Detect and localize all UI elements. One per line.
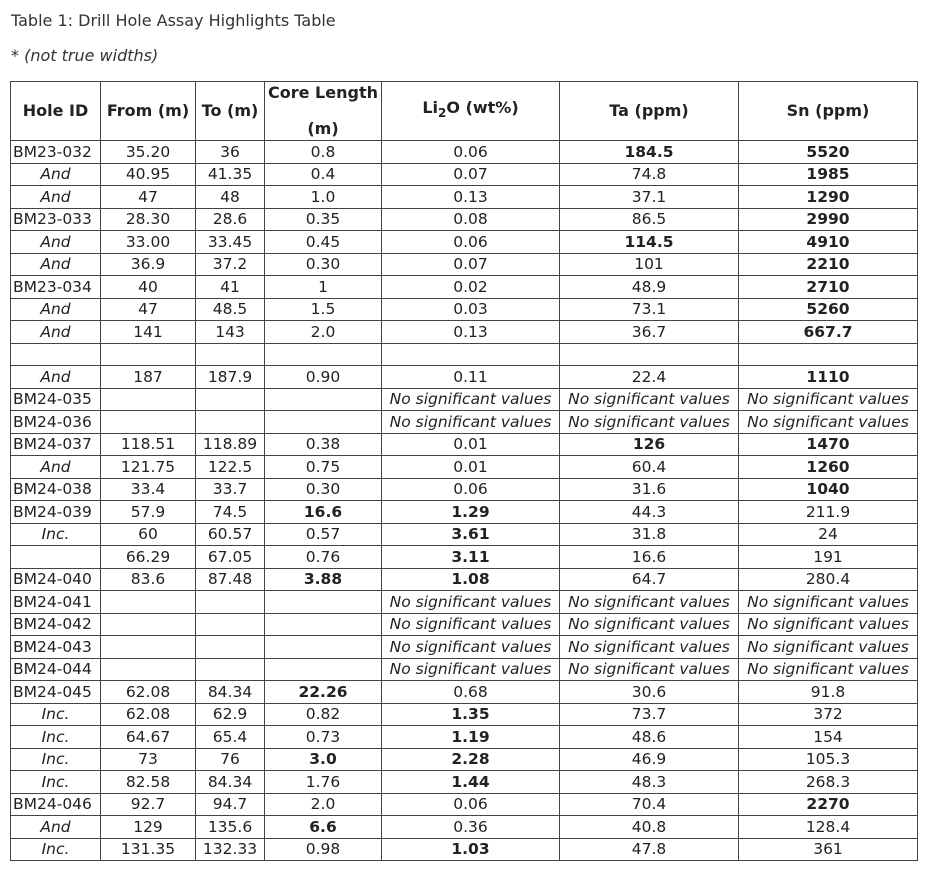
table-row — [11, 838, 918, 861]
cell-sn — [739, 343, 918, 366]
cell-li2o: No significant values — [382, 613, 560, 636]
table-row — [11, 298, 918, 321]
cell-ta — [560, 343, 739, 366]
cell-hole-id: BM24-035 — [11, 388, 101, 411]
cell-li2o: 0.68 — [382, 681, 560, 704]
cell-from — [101, 636, 196, 659]
cell-ta: 40.8 — [560, 816, 739, 839]
table-row — [11, 186, 918, 209]
cell-sn: 5260 — [739, 298, 918, 321]
cell-to: 74.5 — [196, 501, 265, 524]
cell-to — [196, 388, 265, 411]
cell-core-length: 16.6 — [265, 501, 382, 524]
table-body — [11, 141, 918, 861]
table-row — [11, 231, 918, 254]
cell-to: 33.7 — [196, 478, 265, 501]
cell-sn: 2210 — [739, 253, 918, 276]
cell-sn: 91.8 — [739, 681, 918, 704]
header-core-length-line2: (m) — [307, 119, 339, 138]
cell-hole-id: And — [11, 816, 101, 839]
cell-from — [101, 658, 196, 681]
cell-li2o: No significant values — [382, 658, 560, 681]
cell-li2o: 2.28 — [382, 748, 560, 771]
cell-hole-id — [11, 546, 101, 569]
table-row — [11, 771, 918, 794]
cell-ta: 48.6 — [560, 726, 739, 749]
cell-to: 60.57 — [196, 523, 265, 546]
cell-to: 62.9 — [196, 703, 265, 726]
cell-hole-id: BM24-039 — [11, 501, 101, 524]
cell-ta: 36.7 — [560, 321, 739, 344]
cell-core-length: 0.57 — [265, 523, 382, 546]
cell-sn: 1110 — [739, 366, 918, 389]
cell-sn: 1260 — [739, 456, 918, 479]
table-row — [11, 636, 918, 659]
cell-from: 129 — [101, 816, 196, 839]
cell-ta: 16.6 — [560, 546, 739, 569]
cell-hole-id — [11, 343, 101, 366]
cell-from: 82.58 — [101, 771, 196, 794]
table-row — [11, 276, 918, 299]
cell-to: 135.6 — [196, 816, 265, 839]
cell-li2o: 0.02 — [382, 276, 560, 299]
header-row — [11, 82, 918, 141]
table-row — [11, 703, 918, 726]
cell-from: 73 — [101, 748, 196, 771]
cell-from: 57.9 — [101, 501, 196, 524]
cell-core-length: 0.73 — [265, 726, 382, 749]
cell-hole-id: Inc. — [11, 771, 101, 794]
cell-li2o: 1.03 — [382, 838, 560, 861]
cell-ta: 73.7 — [560, 703, 739, 726]
cell-hole-id: And — [11, 163, 101, 186]
cell-from — [101, 388, 196, 411]
cell-from: 47 — [101, 298, 196, 321]
cell-from: 121.75 — [101, 456, 196, 479]
cell-hole-id: BM24-043 — [11, 636, 101, 659]
cell-to — [196, 636, 265, 659]
table-row — [11, 793, 918, 816]
cell-to: 33.45 — [196, 231, 265, 254]
cell-sn: 2710 — [739, 276, 918, 299]
cell-hole-id: BM24-042 — [11, 613, 101, 636]
cell-core-length: 3.88 — [265, 568, 382, 591]
cell-hole-id: BM23-033 — [11, 208, 101, 231]
cell-core-length — [265, 613, 382, 636]
cell-hole-id: BM24-040 — [11, 568, 101, 591]
cell-core-length: 0.30 — [265, 253, 382, 276]
cell-to: 41.35 — [196, 163, 265, 186]
cell-li2o: 0.13 — [382, 321, 560, 344]
cell-to: 118.89 — [196, 433, 265, 456]
cell-sn: 4910 — [739, 231, 918, 254]
cell-from: 62.08 — [101, 681, 196, 704]
cell-hole-id: Inc. — [11, 748, 101, 771]
cell-sn: 2270 — [739, 793, 918, 816]
cell-li2o — [382, 343, 560, 366]
cell-li2o: 0.01 — [382, 456, 560, 479]
cell-hole-id: Inc. — [11, 726, 101, 749]
cell-sn: No significant values — [739, 388, 918, 411]
cell-ta: 184.5 — [560, 141, 739, 164]
table-row — [11, 343, 918, 366]
cell-core-length — [265, 658, 382, 681]
cell-hole-id: And — [11, 456, 101, 479]
cell-hole-id: And — [11, 186, 101, 209]
cell-from: 40 — [101, 276, 196, 299]
cell-to — [196, 411, 265, 434]
cell-ta: 101 — [560, 253, 739, 276]
cell-from: 36.9 — [101, 253, 196, 276]
cell-from: 40.95 — [101, 163, 196, 186]
cell-ta: No significant values — [560, 658, 739, 681]
cell-ta: 126 — [560, 433, 739, 456]
table-row — [11, 253, 918, 276]
cell-to: 87.48 — [196, 568, 265, 591]
cell-core-length: 0.30 — [265, 478, 382, 501]
cell-hole-id: BM24-045 — [11, 681, 101, 704]
cell-hole-id: And — [11, 366, 101, 389]
cell-core-length — [265, 343, 382, 366]
cell-sn: 1985 — [739, 163, 918, 186]
cell-core-length — [265, 388, 382, 411]
cell-sn: 280.4 — [739, 568, 918, 591]
cell-li2o: No significant values — [382, 388, 560, 411]
cell-li2o: 0.11 — [382, 366, 560, 389]
cell-hole-id: BM23-034 — [11, 276, 101, 299]
table-row — [11, 456, 918, 479]
cell-to: 41 — [196, 276, 265, 299]
cell-core-length: 0.45 — [265, 231, 382, 254]
cell-li2o: 3.61 — [382, 523, 560, 546]
cell-hole-id: BM24-036 — [11, 411, 101, 434]
cell-core-length: 6.6 — [265, 816, 382, 839]
cell-li2o: 3.11 — [382, 546, 560, 569]
cell-li2o: 1.35 — [382, 703, 560, 726]
cell-core-length — [265, 411, 382, 434]
cell-hole-id: BM24-046 — [11, 793, 101, 816]
cell-sn: 24 — [739, 523, 918, 546]
table-row — [11, 546, 918, 569]
cell-ta: 44.3 — [560, 501, 739, 524]
cell-ta: No significant values — [560, 613, 739, 636]
cell-from: 28.30 — [101, 208, 196, 231]
cell-from — [101, 343, 196, 366]
cell-to: 94.7 — [196, 793, 265, 816]
cell-ta: No significant values — [560, 388, 739, 411]
cell-li2o: No significant values — [382, 591, 560, 614]
cell-core-length: 0.38 — [265, 433, 382, 456]
cell-from: 83.6 — [101, 568, 196, 591]
table-row — [11, 658, 918, 681]
cell-ta: 114.5 — [560, 231, 739, 254]
table-row — [11, 523, 918, 546]
cell-sn: No significant values — [739, 411, 918, 434]
cell-core-length — [265, 591, 382, 614]
cell-sn: 5520 — [739, 141, 918, 164]
cell-ta: 73.1 — [560, 298, 739, 321]
header-core-length-line1: Core Length — [268, 83, 378, 102]
cell-li2o: 1.29 — [382, 501, 560, 524]
cell-hole-id: BM23-032 — [11, 141, 101, 164]
header-li2o-sub: 2 — [438, 106, 447, 121]
cell-ta: No significant values — [560, 636, 739, 659]
cell-from: 141 — [101, 321, 196, 344]
cell-core-length: 0.8 — [265, 141, 382, 164]
header-li2o-post: O (wt%) — [446, 98, 519, 118]
cell-to — [196, 658, 265, 681]
cell-from: 35.20 — [101, 141, 196, 164]
cell-hole-id: BM24-037 — [11, 433, 101, 456]
table-row — [11, 726, 918, 749]
cell-li2o: 0.01 — [382, 433, 560, 456]
cell-hole-id: And — [11, 253, 101, 276]
cell-from: 47 — [101, 186, 196, 209]
cell-from: 131.35 — [101, 838, 196, 861]
cell-from: 92.7 — [101, 793, 196, 816]
cell-from: 187 — [101, 366, 196, 389]
cell-ta: 70.4 — [560, 793, 739, 816]
table-row — [11, 321, 918, 344]
cell-li2o: 0.07 — [382, 163, 560, 186]
table-row — [11, 681, 918, 704]
cell-li2o: 0.03 — [382, 298, 560, 321]
cell-to — [196, 591, 265, 614]
cell-li2o: 1.08 — [382, 568, 560, 591]
table-row — [11, 613, 918, 636]
cell-ta: 46.9 — [560, 748, 739, 771]
cell-from: 62.08 — [101, 703, 196, 726]
header-sn: Sn (ppm) — [739, 82, 918, 141]
cell-sn: 1290 — [739, 186, 918, 209]
cell-core-length: 2.0 — [265, 793, 382, 816]
cell-ta: 31.6 — [560, 478, 739, 501]
cell-core-length: 2.0 — [265, 321, 382, 344]
cell-hole-id: BM24-044 — [11, 658, 101, 681]
cell-hole-id: And — [11, 321, 101, 344]
cell-to: 143 — [196, 321, 265, 344]
cell-ta: No significant values — [560, 411, 739, 434]
cell-sn: 128.4 — [739, 816, 918, 839]
cell-core-length: 0.82 — [265, 703, 382, 726]
cell-to: 48 — [196, 186, 265, 209]
table-row — [11, 433, 918, 456]
table-row — [11, 591, 918, 614]
header-hole-id: Hole ID — [11, 82, 101, 141]
table-row — [11, 388, 918, 411]
cell-from: 66.29 — [101, 546, 196, 569]
cell-hole-id: Inc. — [11, 523, 101, 546]
cell-core-length: 1.76 — [265, 771, 382, 794]
cell-ta: 47.8 — [560, 838, 739, 861]
cell-to: 132.33 — [196, 838, 265, 861]
cell-ta: 30.6 — [560, 681, 739, 704]
cell-core-length: 1.5 — [265, 298, 382, 321]
cell-sn: 105.3 — [739, 748, 918, 771]
cell-sn: No significant values — [739, 658, 918, 681]
cell-core-length: 22.26 — [265, 681, 382, 704]
table-row — [11, 568, 918, 591]
cell-to: 48.5 — [196, 298, 265, 321]
cell-ta: No significant values — [560, 591, 739, 614]
header-ta: Ta (ppm) — [560, 82, 739, 141]
cell-li2o: 0.13 — [382, 186, 560, 209]
cell-li2o: No significant values — [382, 411, 560, 434]
cell-to: 84.34 — [196, 771, 265, 794]
cell-core-length: 0.98 — [265, 838, 382, 861]
cell-from — [101, 411, 196, 434]
cell-li2o: No significant values — [382, 636, 560, 659]
cell-li2o: 0.06 — [382, 141, 560, 164]
assay-table — [10, 81, 918, 861]
cell-sn: No significant values — [739, 636, 918, 659]
cell-ta: 64.7 — [560, 568, 739, 591]
cell-sn: 154 — [739, 726, 918, 749]
cell-hole-id: Inc. — [11, 838, 101, 861]
cell-core-length: 0.35 — [265, 208, 382, 231]
table-row — [11, 748, 918, 771]
cell-sn: 361 — [739, 838, 918, 861]
cell-core-length — [265, 636, 382, 659]
cell-core-length: 1.0 — [265, 186, 382, 209]
cell-from — [101, 591, 196, 614]
cell-hole-id: And — [11, 231, 101, 254]
cell-hole-id: BM24-041 — [11, 591, 101, 614]
cell-ta: 74.8 — [560, 163, 739, 186]
cell-ta: 48.9 — [560, 276, 739, 299]
header-li2o-pre: Li — [422, 98, 439, 118]
cell-sn: 1470 — [739, 433, 918, 456]
cell-sn: 372 — [739, 703, 918, 726]
cell-li2o: 1.19 — [382, 726, 560, 749]
table-row — [11, 208, 918, 231]
cell-hole-id: BM24-038 — [11, 478, 101, 501]
cell-sn: 667.7 — [739, 321, 918, 344]
cell-core-length: 0.90 — [265, 366, 382, 389]
cell-from: 118.51 — [101, 433, 196, 456]
table-row — [11, 501, 918, 524]
header-li2o — [382, 82, 560, 141]
cell-to: 67.05 — [196, 546, 265, 569]
cell-sn: 268.3 — [739, 771, 918, 794]
cell-core-length: 0.76 — [265, 546, 382, 569]
cell-ta: 31.8 — [560, 523, 739, 546]
table-row — [11, 411, 918, 434]
cell-ta: 86.5 — [560, 208, 739, 231]
table-caption: Table 1: Drill Hole Assay Highlights Table — [11, 11, 336, 30]
cell-sn: 191 — [739, 546, 918, 569]
cell-sn: 211.9 — [739, 501, 918, 524]
cell-from: 33.4 — [101, 478, 196, 501]
cell-ta: 22.4 — [560, 366, 739, 389]
cell-hole-id: And — [11, 298, 101, 321]
cell-to: 84.34 — [196, 681, 265, 704]
cell-to: 28.6 — [196, 208, 265, 231]
cell-to: 36 — [196, 141, 265, 164]
cell-to: 76 — [196, 748, 265, 771]
cell-sn: No significant values — [739, 591, 918, 614]
table-row — [11, 163, 918, 186]
cell-li2o: 0.07 — [382, 253, 560, 276]
cell-from — [101, 613, 196, 636]
cell-from: 33.00 — [101, 231, 196, 254]
cell-li2o: 0.06 — [382, 231, 560, 254]
cell-core-length: 3.0 — [265, 748, 382, 771]
cell-li2o: 0.06 — [382, 793, 560, 816]
cell-core-length: 1 — [265, 276, 382, 299]
cell-li2o: 0.06 — [382, 478, 560, 501]
cell-ta: 48.3 — [560, 771, 739, 794]
header-from: From (m) — [101, 82, 196, 141]
cell-ta: 37.1 — [560, 186, 739, 209]
header-core-length — [265, 82, 382, 141]
header-to: To (m) — [196, 82, 265, 141]
table-row — [11, 366, 918, 389]
cell-li2o: 1.44 — [382, 771, 560, 794]
cell-core-length: 0.75 — [265, 456, 382, 479]
cell-from: 60 — [101, 523, 196, 546]
cell-sn: 1040 — [739, 478, 918, 501]
cell-to: 187.9 — [196, 366, 265, 389]
cell-sn: No significant values — [739, 613, 918, 636]
cell-to: 37.2 — [196, 253, 265, 276]
cell-from: 64.67 — [101, 726, 196, 749]
cell-ta: 60.4 — [560, 456, 739, 479]
cell-to — [196, 613, 265, 636]
cell-li2o: 0.36 — [382, 816, 560, 839]
table-note: * (not true widths) — [11, 46, 159, 65]
cell-core-length: 0.4 — [265, 163, 382, 186]
cell-to: 65.4 — [196, 726, 265, 749]
cell-to — [196, 343, 265, 366]
cell-li2o: 0.08 — [382, 208, 560, 231]
cell-sn: 2990 — [739, 208, 918, 231]
table-row — [11, 478, 918, 501]
table-row — [11, 816, 918, 839]
cell-to: 122.5 — [196, 456, 265, 479]
table-row — [11, 141, 918, 164]
cell-hole-id: Inc. — [11, 703, 101, 726]
